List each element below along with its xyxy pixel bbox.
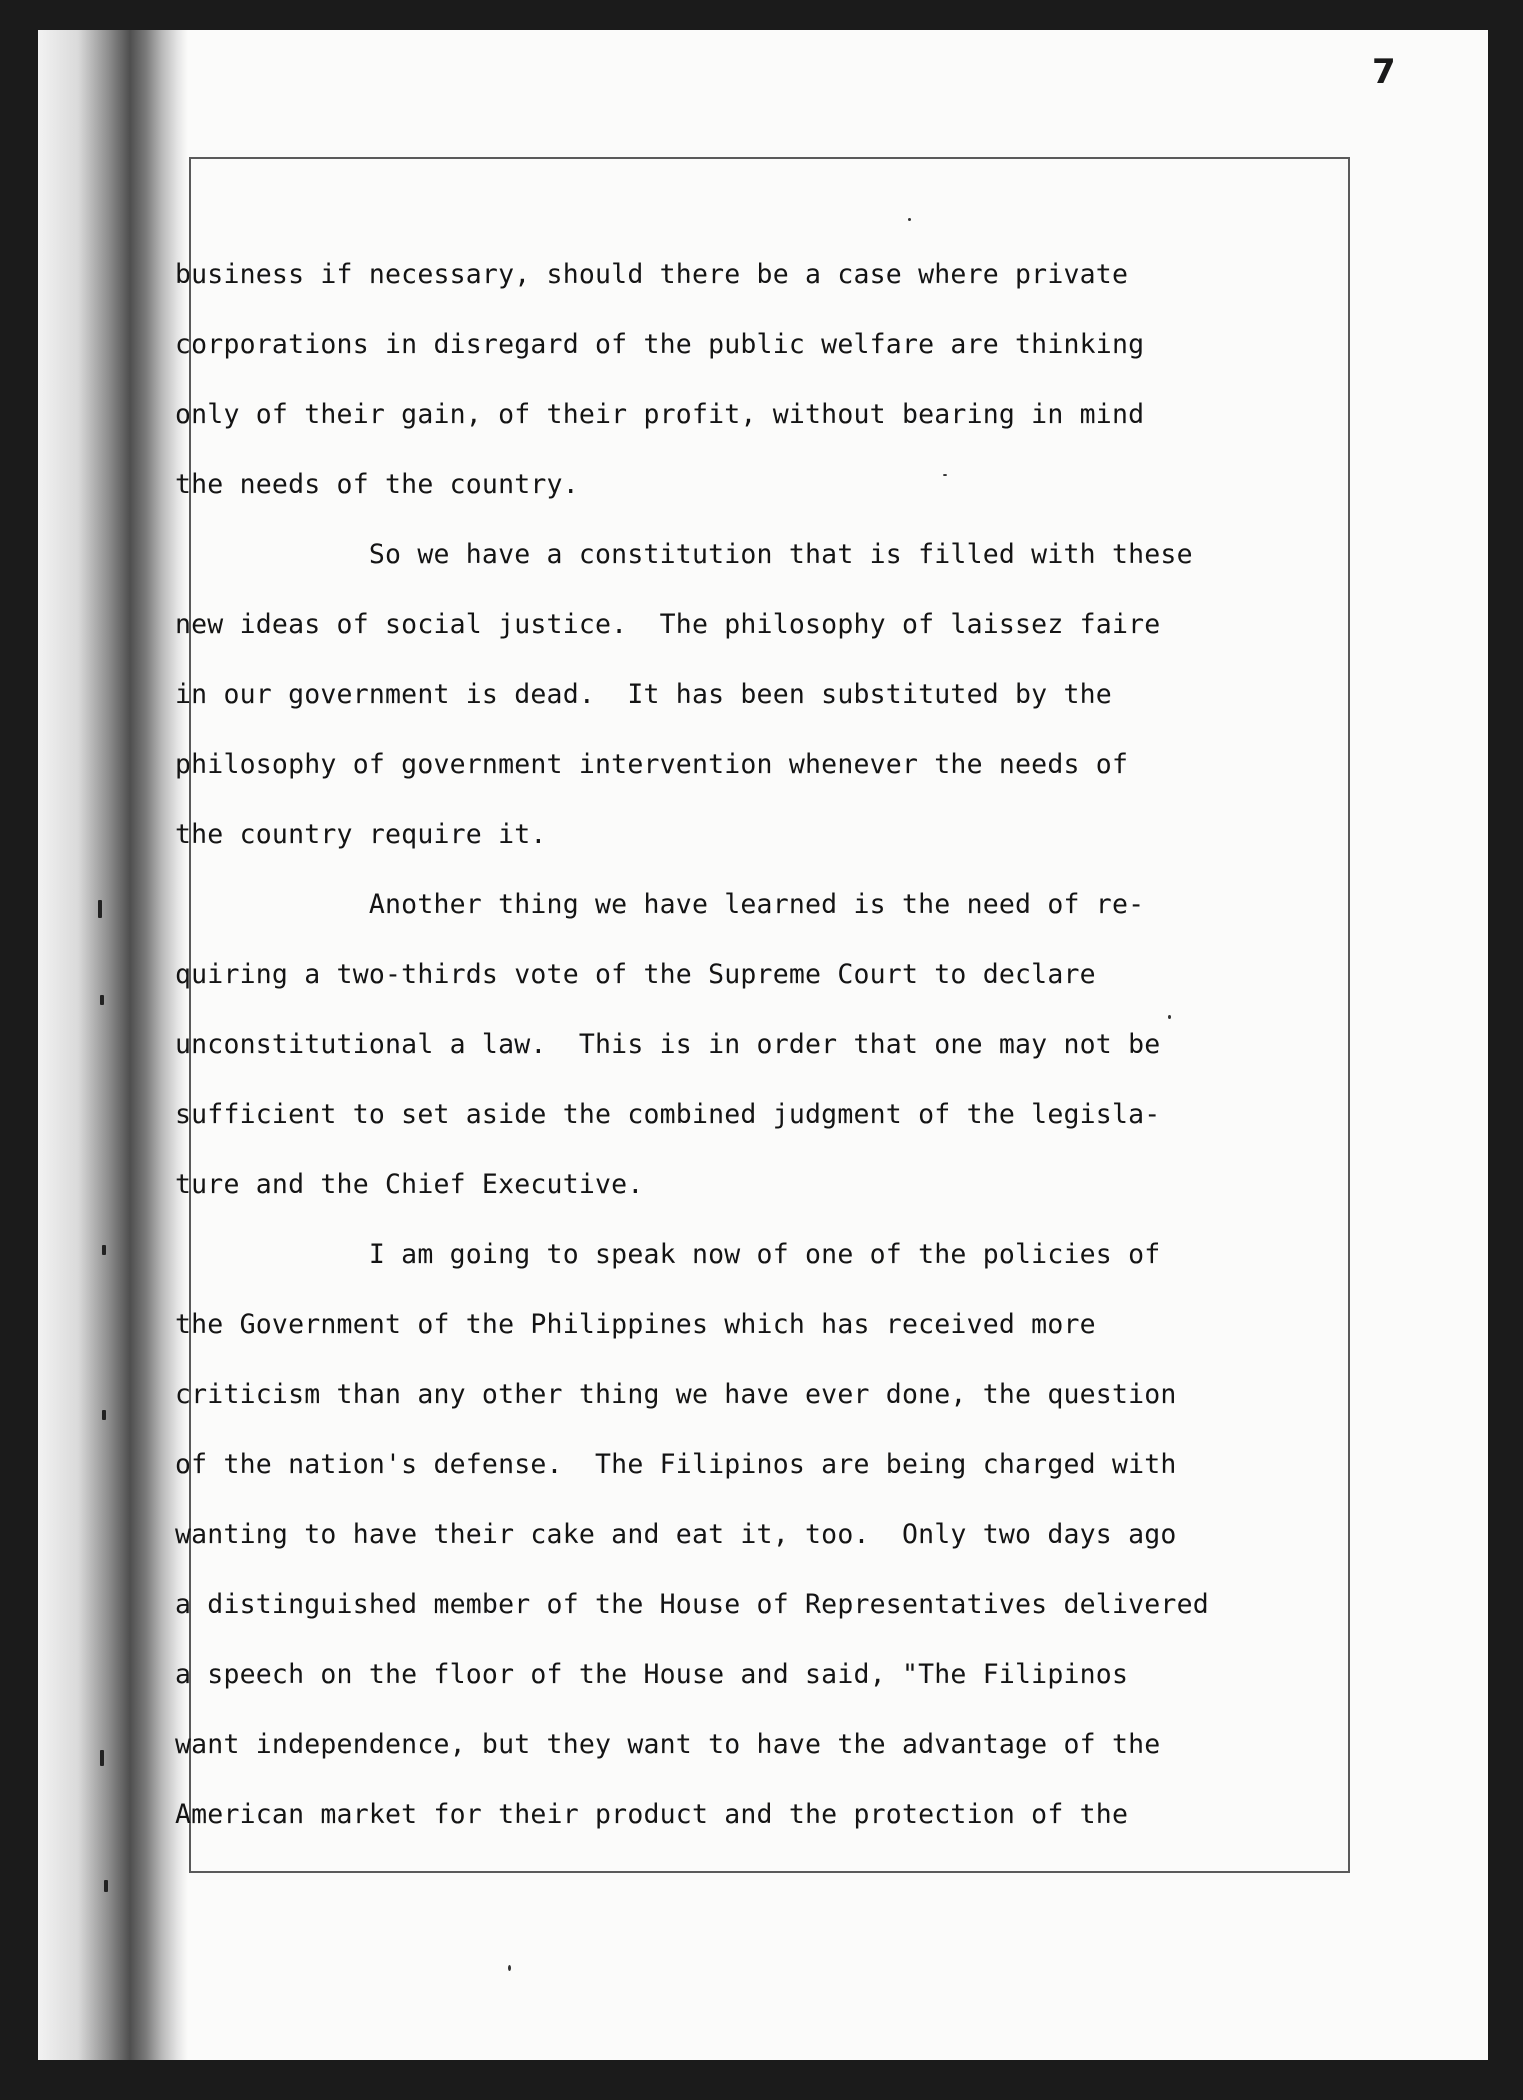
ink-speck [908, 218, 911, 221]
binding-shadow [38, 30, 188, 2060]
text-line: in our government is dead. It has been substituted by the [175, 679, 1112, 710]
typewritten-body [175, 240, 1375, 1850]
text-line: I am going to speak now of one of the policies of [175, 1239, 1161, 1270]
page-number: 7 [1372, 52, 1396, 92]
text-line: criticism than any other thing we have ever done, the question [175, 1379, 1177, 1410]
binding-mark [102, 1245, 106, 1255]
text-line: of the nation's defense. The Filipinos are being charged with [175, 1449, 1177, 1480]
text-line: want independence, but they want to have the advantage of the [175, 1729, 1161, 1760]
text-line: the Government of the Philippines which has received more [175, 1309, 1096, 1340]
text-line: new ideas of social justice. The philosophy of laissez faire [175, 609, 1161, 640]
binding-mark [104, 1880, 108, 1892]
text-line: only of their gain, of their profit, without bearing in mind [175, 399, 1145, 430]
text-line: quiring a two-thirds vote of the Supreme Court to declare [175, 959, 1096, 990]
text-line: So we have a constitution that is filled with these [175, 539, 1193, 570]
text-line: philosophy of government intervention whenever the needs of [175, 749, 1129, 780]
binding-mark [98, 900, 102, 918]
text-line: corporations in disregard of the public welfare are thinking [175, 329, 1145, 360]
text-line: American market for their product and the protection of the [175, 1799, 1129, 1830]
ink-speck [508, 1965, 511, 1971]
binding-mark [102, 1410, 106, 1420]
scan-bottom-edge [0, 2064, 1523, 2100]
text-line: ture and the Chief Executive. [175, 1169, 644, 1200]
binding-mark [100, 1750, 104, 1766]
text-line: the needs of the country. [175, 469, 579, 500]
text-line: the country require it. [175, 819, 547, 850]
text-line: unconstitutional a law. This is in order that one may not be [175, 1029, 1161, 1060]
text-line: wanting to have their cake and eat it, too. Only two days ago [175, 1519, 1177, 1550]
text-line: Another thing we have learned is the need of re- [175, 889, 1145, 920]
text-line: sufficient to set aside the combined judgment of the legisla- [175, 1099, 1161, 1130]
binding-mark [100, 995, 104, 1005]
text-line: business if necessary, should there be a case where private [175, 259, 1129, 290]
text-line: a speech on the floor of the House and said, "The Filipinos [175, 1659, 1129, 1690]
text-line: a distinguished member of the House of Representatives delivered [175, 1589, 1209, 1620]
